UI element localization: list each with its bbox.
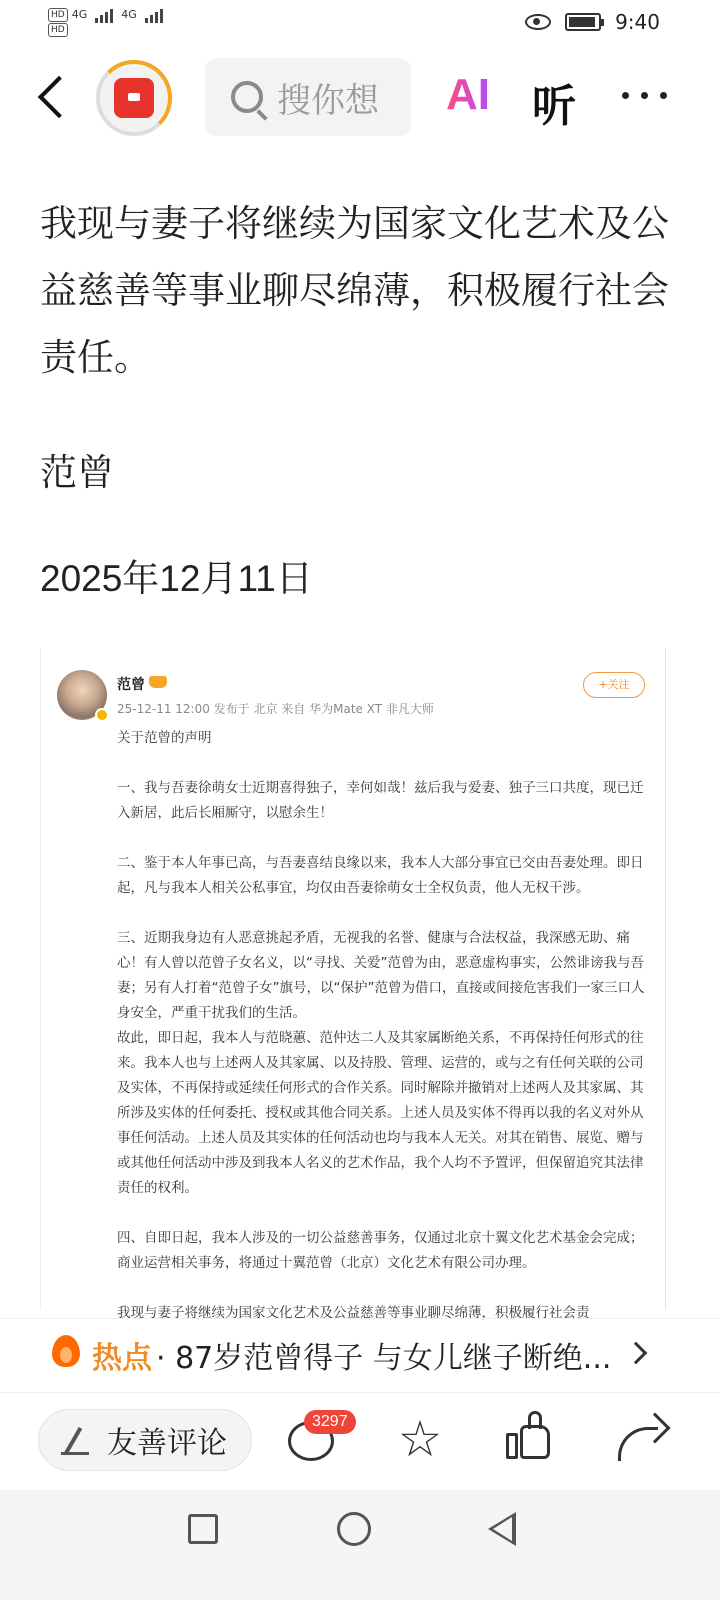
search-box[interactable] bbox=[205, 58, 411, 136]
search-icon bbox=[231, 81, 263, 113]
network-indicators bbox=[48, 6, 163, 37]
like-icon[interactable] bbox=[502, 1411, 558, 1467]
search-placeholder: 搜你想 bbox=[277, 80, 379, 121]
article-date: 2025年12月11日 bbox=[40, 558, 313, 599]
crown-icon bbox=[149, 676, 167, 688]
ai-button[interactable]: AI bbox=[446, 70, 490, 119]
action-bar bbox=[0, 1392, 720, 1488]
network-type: 4G bbox=[71, 8, 88, 21]
weibo-post-meta: 25-12-11 12:00 发布于 北京 来自 华为Mate XT 非凡大师 bbox=[117, 702, 434, 716]
comment-count-badge: 3297 bbox=[304, 1410, 356, 1434]
weibo-post-body bbox=[117, 726, 649, 1326]
weibo-paragraph-2: 二、鉴于本人年事已高，与吾妻喜结良缘以来，我本人大部分事宜已交由吾妻处理。即日起，凡与我本人相关公私事宜，均仅由吾妻徐萌女士全权负责，他人无权干涉。 bbox=[117, 855, 644, 896]
comment-input-label: 友善评论 bbox=[107, 1426, 227, 1461]
battery-icon bbox=[565, 13, 601, 31]
hd-badge-2: HD bbox=[48, 23, 68, 37]
comment-input[interactable] bbox=[38, 1409, 252, 1471]
network-type-2: 4G bbox=[121, 8, 137, 21]
share-icon[interactable] bbox=[614, 1411, 670, 1467]
flame-icon bbox=[52, 1335, 80, 1367]
back-nav-icon[interactable] bbox=[488, 1512, 516, 1546]
red-packet-icon bbox=[114, 78, 154, 118]
follow-button: +关注 bbox=[583, 672, 645, 698]
weibo-paragraph-6: 我现与妻子将继续为国家文化艺术及公益慈善等事业聊尽绵薄，积极履行社会责 bbox=[117, 1305, 590, 1321]
eye-icon bbox=[525, 14, 551, 30]
article-paragraph: 我现与妻子将继续为国家文化艺术及公益慈善等事业聊尽绵薄，积极履行社会责任。 bbox=[40, 202, 669, 379]
star-icon[interactable]: ☆ bbox=[397, 1410, 443, 1468]
weibo-paragraph-3: 三、近期我身边有人恶意挑起矛盾，无视我的名誉、健康与合法权益，我深感无助、痛心！有人曾以范曾子女名义，以“寻找、关爱”范曾为由，恶意虚构事实，公然诽谤我与吾妻；另有人打着“范曾子女”旗号，以“保护”范曾为借口，直接或间接危害我们一家三口人身安全，严重干扰我们的生活。 bbox=[117, 930, 645, 1021]
weibo-title: 关于范曾的声明 bbox=[117, 730, 212, 746]
system-nav-bar bbox=[0, 1490, 720, 1600]
top-nav bbox=[0, 56, 720, 140]
red-packet-button[interactable] bbox=[96, 60, 172, 136]
clock: 9:40 bbox=[615, 10, 660, 34]
recents-icon[interactable] bbox=[188, 1514, 218, 1544]
weibo-screenshot[interactable] bbox=[40, 648, 666, 1321]
weibo-paragraph-4: 故此，即日起，我本人与范晓蕙、范仲达二人及其家属断绝关系，不再保持任何形式的往来。我本人也与上述两人及其家属、以及持股、管理、运营的，或与之有任何关联的公司及实体，不再保持或延续任何形式的合作关系。同时解除并撤销对上述两人及其家属、其所涉及实体的任何委托、授权或其他合同关系。上述人员及实体不得再以我的名义对外从事任何活动。上述人员及其实体的任何活动也均与我本人无关。对其在销售、展览、赠与或其他任何活动中涉及到我本人名义的艺术作品，我个人均不予置评，但保留追究其法律责任的权利。 bbox=[117, 1030, 644, 1196]
back-icon[interactable] bbox=[36, 76, 72, 120]
hot-topic-bar[interactable] bbox=[0, 1318, 720, 1386]
signal-icon-2 bbox=[145, 7, 163, 23]
chevron-right-icon bbox=[625, 1342, 648, 1365]
listen-button[interactable]: 听 bbox=[532, 81, 576, 132]
more-icon[interactable] bbox=[622, 92, 667, 99]
home-icon[interactable] bbox=[337, 1512, 371, 1546]
status-bar bbox=[0, 0, 720, 48]
weibo-user-name: 范曾 bbox=[117, 677, 145, 693]
verified-icon bbox=[95, 708, 109, 722]
weibo-paragraph-5: 四、自即日起，我本人涉及的一切公益慈善事务，仅通过北京十翼文化艺术基金会完成；商业运营相关事务，将通过十翼范曾（北京）文化艺术有限公司办理。 bbox=[117, 1230, 644, 1271]
hot-label: 热点 bbox=[92, 1341, 152, 1376]
article-signature: 范曾 bbox=[40, 451, 114, 494]
pen-icon bbox=[61, 1426, 89, 1454]
signal-icon bbox=[95, 7, 113, 23]
avatar bbox=[57, 670, 107, 720]
hd-badge: HD bbox=[48, 8, 68, 22]
hot-topic-text: · 87岁范曾得子 与女儿继子断绝... bbox=[156, 1341, 612, 1376]
weibo-paragraph-1: 一、我与吾妻徐萌女士近期喜得独子，幸何如哉！兹后我与爱妻、独子三口共度，现已迁入新居，此后长厢厮守，以慰余生！ bbox=[117, 780, 644, 821]
